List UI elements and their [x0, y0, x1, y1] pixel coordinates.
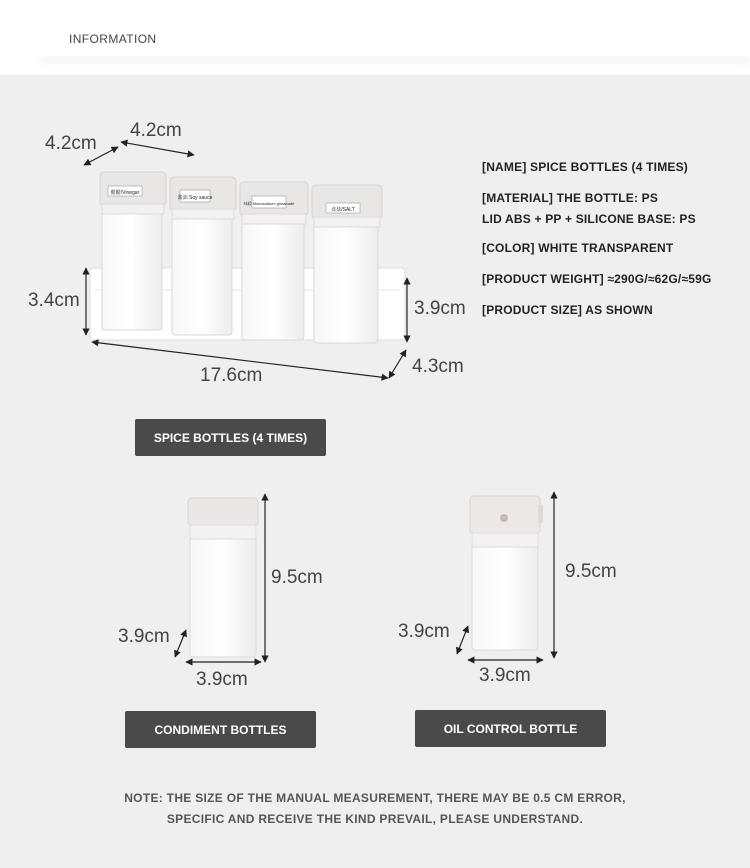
dim-base-height-right: 3.9cm — [414, 298, 466, 319]
spec-color: [COLOR] WHITE TRANSPARENT — [482, 241, 674, 255]
dim-depth-top: 4.2cm — [45, 133, 97, 154]
oil-depth: 3.9cm — [398, 621, 450, 642]
spice-set-image — [84, 142, 407, 378]
spec-name: [NAME] SPICE BOTTLES (4 TIMES) — [482, 160, 689, 174]
dim-base-height-left: 3.4cm — [28, 290, 80, 311]
arrow-base-depth — [389, 350, 406, 378]
tag-salt: 食盐/SALT — [331, 207, 355, 213]
note-line-1: NOTE: THE SIZE OF THE MANUAL MEASUREMENT, THERE MAY BE 0.5 CM ERROR, — [124, 791, 626, 805]
spec-material: [MATERIAL] THE BOTTLE: PS — [482, 191, 659, 205]
condiment-bottle-image — [175, 494, 265, 662]
note-line-2: SPECIFIC AND RECEIVE THE KIND PREVAIL, PLEASE UNDERSTAND. — [166, 812, 584, 826]
condiment-depth: 3.9cm — [118, 626, 170, 647]
arrow-condiment-depth — [175, 630, 186, 657]
arrow-width-top — [121, 142, 194, 155]
spec-size: [PRODUCT SIZE] AS SHOWN — [482, 303, 653, 317]
oil-width: 3.9cm — [479, 665, 531, 686]
tag-soy-sauce: 酱油 Soy sauce — [177, 195, 213, 201]
spec-material-lid: LID ABS + PP + SILICONE BASE: PS — [482, 212, 696, 226]
condiment-height: 9.5cm — [271, 567, 323, 588]
tag-vinegar: 醋醋/Vinegar — [110, 190, 140, 196]
dim-base-depth: 4.3cm — [412, 356, 464, 377]
dim-length: 17.6cm — [200, 365, 263, 386]
arrow-oil-depth — [457, 626, 468, 654]
oil-bottle-image — [457, 492, 554, 660]
oil-height: 9.5cm — [565, 561, 617, 582]
condiment-width: 3.9cm — [196, 669, 248, 690]
tag-msg: 味精 Monosodium glutamate — [243, 201, 295, 206]
oil-control-bottle-label: OIL CONTROL BOTTLE — [415, 710, 606, 747]
condiment-bottles-label: CONDIMENT BOTTLES — [125, 711, 316, 748]
dim-width-top: 4.2cm — [130, 120, 182, 141]
spec-weight: [PRODUCT WEIGHT] ≈290G/≈62G/≈59G — [482, 272, 712, 286]
spice-bottles-label: SPICE BOTTLES (4 TIMES) — [135, 419, 326, 456]
header-title: INFORMATION — [69, 32, 157, 46]
